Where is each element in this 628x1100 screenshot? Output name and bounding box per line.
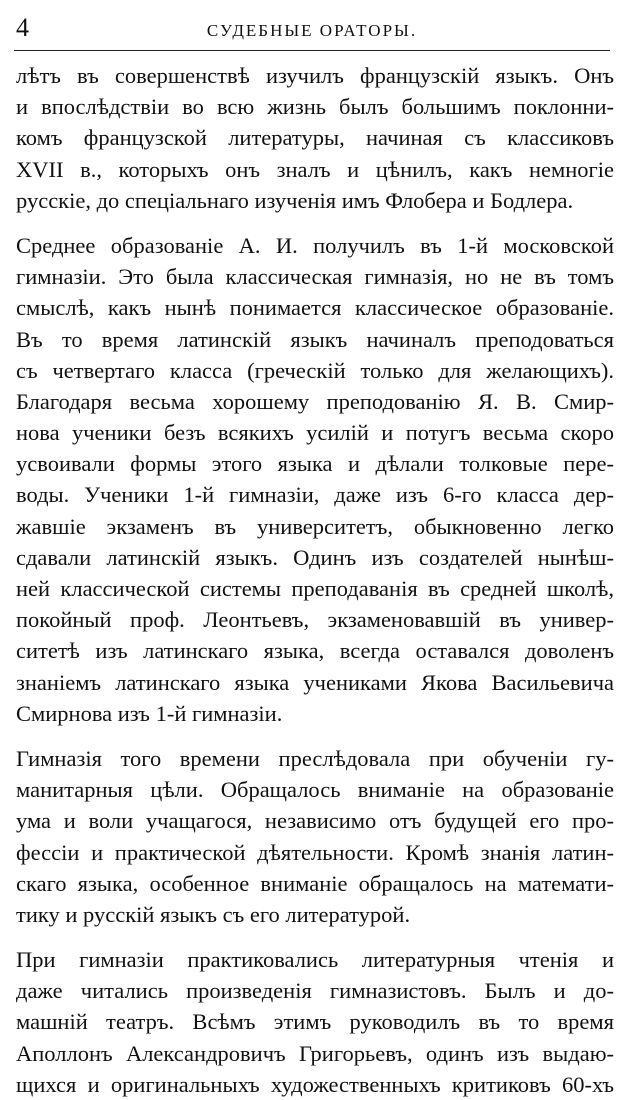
body-text — [16, 60, 614, 1100]
text-line: скаго языка, особенное вниманіе обращалось на математи- — [16, 870, 614, 896]
paragraph — [16, 60, 614, 216]
text-line: XVII в., которыхъ онъ зналъ и цѣнилъ, какъ немногіе — [16, 156, 614, 182]
text-line: знаніемъ латинскаго языка учениками Якова Васильевича — [16, 669, 614, 695]
text-line: Среднее образованіе А. И. получилъ въ 1-й московской — [16, 232, 614, 258]
text-line: комъ французской литературы, начиная съ классиковъ — [16, 125, 614, 151]
text-line: Смирнова изъ 1-й гимназіи. — [16, 700, 283, 726]
running-head: СУДЕБНЫЕ ОРАТОРЫ. — [206, 21, 418, 40]
text-line: даже читались произведенія гимназистовъ. Былъ и до- — [16, 978, 614, 1004]
text-line: лѣтъ въ совершенствѣ изучилъ французскій языкъ. Онъ — [16, 63, 614, 88]
text-line: Гимназія того времени преслѣдовала при обученіи гу- — [16, 745, 614, 771]
text-line: фессіи и практической дѣятельности. Кромѣ знанія латин- — [16, 839, 614, 865]
text-line: При гимназіи практиковались литературныя чтенія и — [16, 947, 614, 973]
text-line: съ четвертаго класса (греческій только для желающихъ). — [16, 357, 614, 383]
text-line: русскіе, до спеціальнаго изученія имъ Флобера и Бодлера. — [16, 187, 574, 213]
text-line: Въ то время латинскій языкъ начиналъ преподоваться — [16, 326, 614, 352]
text-line: воды. Ученики 1-й гимназіи, даже изъ 6-го класса дер- — [16, 482, 614, 508]
page-header — [14, 8, 610, 51]
text-line: сдавали латинскій языкъ. Одинъ изъ создателей нынѣш- — [16, 544, 614, 570]
text-line: Благодаря весьма хорошему преподованію Я. В. Смир- — [16, 388, 614, 414]
text-line: и впослѣдствіи во всю жизнь былъ большимъ поклонни- — [16, 94, 614, 120]
text-line: ума и воли учащагося, независимо отъ будущей его про- — [16, 808, 614, 834]
page-number: 4 — [16, 13, 29, 42]
paragraph — [16, 944, 614, 1100]
text-line: манитарныя цѣли. Обращалось вниманіе на образованіе — [16, 777, 614, 803]
text-line: щихся и оригинальныхъ художественныхъ критиковъ 60-хъ — [16, 1071, 614, 1097]
text-line: жавшіе экзаменъ въ университетъ, обыкновенно легко — [16, 513, 614, 539]
text-line: гимназіи. Это была классическая гимназія, но не въ томъ — [16, 264, 614, 290]
text-line: усвоивали формы этого языка и дѣлали толковые пере- — [16, 451, 614, 477]
text-line: нова ученики безъ всякихъ усилій и потугъ весьма скоро — [16, 420, 614, 446]
text-line: покойный проф. Леонтьевъ, экзаменовавшій въ универ- — [16, 607, 614, 633]
text-line: машній театръ. Всѣмъ этимъ руководилъ въ то время — [16, 1009, 614, 1035]
text-line: Аполлонъ Александровичъ Григорьевъ, одинъ изъ выдаю- — [16, 1040, 614, 1066]
text-line: ней классической системы преподаванія въ средней школѣ, — [16, 576, 614, 601]
paragraph — [16, 230, 614, 729]
paragraph — [16, 743, 614, 930]
text-line: смыслѣ, какъ нынѣ понимается классическое образованіе. — [16, 295, 614, 321]
text-line: ситетѣ изъ латинскаго языка, всегда оставался доволенъ — [16, 638, 614, 664]
text-line: тику и русскій языкъ съ его литературой. — [16, 901, 411, 927]
